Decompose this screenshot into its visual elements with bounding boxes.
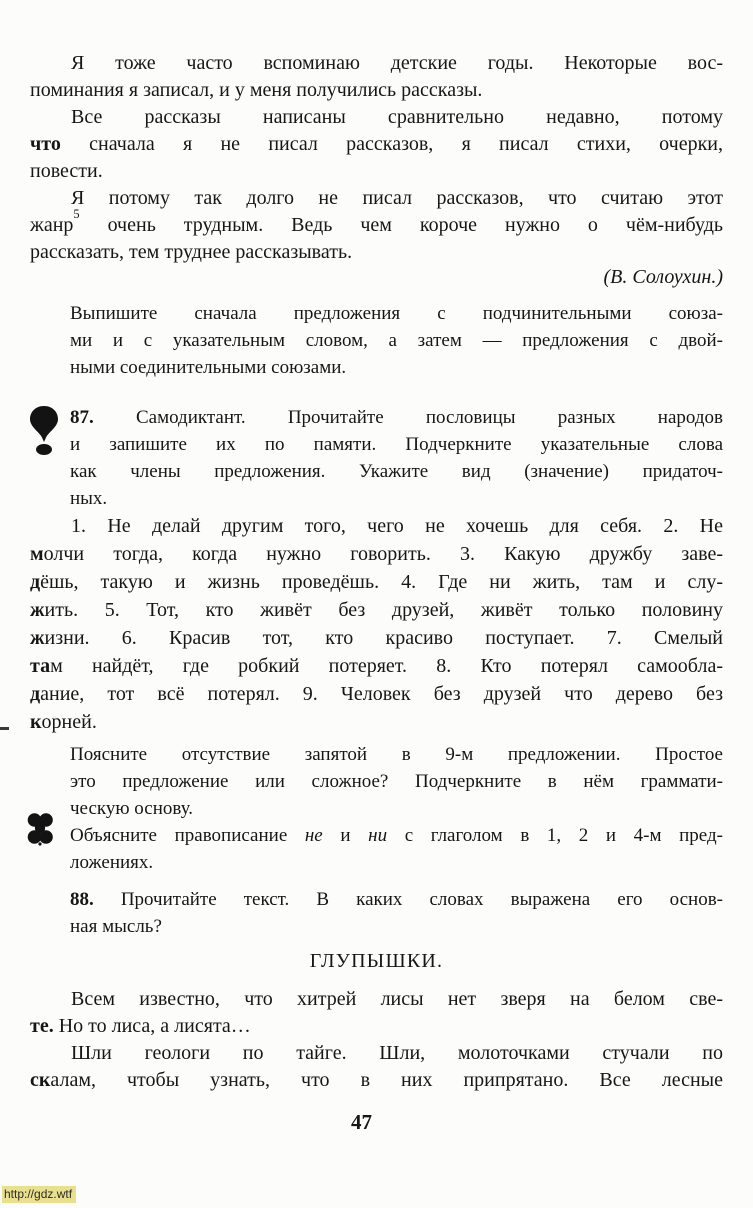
text-line: 1. Не делай другим того, чего не хочешь для себя. 2. Не — [71, 515, 723, 537]
author-text-paragraph-3 — [30, 185, 723, 266]
text-line: корней. — [30, 711, 97, 733]
proverbs-paragraph — [30, 512, 723, 736]
text-line: молчи тогда, когда нужно говорить. 3. Какую дружбу заве- — [30, 543, 723, 565]
text-line: поминания я записал, и у меня получились рассказы. — [30, 79, 483, 101]
story-paragraph-1 — [30, 986, 723, 1040]
text-line: Все рассказы написаны сравнительно недавно, потому — [71, 106, 723, 128]
text-line: дёшь, такую и жизнь проведёшь. 4. Где ни жить, там и слу- — [30, 571, 723, 593]
text-line: Выпишите сначала предложения с подчинительными союза- — [70, 303, 723, 324]
text-line: ных. — [70, 488, 108, 509]
text-line: и запишите их по памяти. Подчеркните указательные слова — [70, 434, 723, 455]
author-text-paragraph-1 — [30, 50, 723, 104]
scan-artifact-dash — [0, 727, 9, 730]
text-line: ная мысль? — [70, 916, 162, 937]
story-title: ГЛУПЫШКИ. — [309, 950, 444, 972]
text-line: как члены предложения. Укажите вид (значение) придаточ- — [70, 461, 723, 482]
text-line: что сначала я не писал рассказов, я писал стихи, очерки, — [30, 133, 723, 155]
text-line: ческую основу. — [70, 798, 194, 819]
text-line: там найдёт, где робкий потеряет. 8. Кто потерял самообла- — [30, 655, 723, 677]
berry-cluster-icon — [25, 812, 55, 851]
text-line: 87. Самодиктант. Прочитайте пословицы разных народов — [70, 407, 723, 428]
text-line: Поясните отсутствие запятой в 9-м предложении. Простое — [70, 744, 723, 765]
text-line: дание, тот всё потерял. 9. Человек без друзей что дерево без — [30, 683, 723, 705]
text-line: это предложение или сложное? Подчеркните в нём граммати- — [70, 771, 723, 792]
exercise-87 — [70, 404, 723, 512]
task-instruction-3 — [70, 822, 723, 876]
text-line: повести. — [30, 160, 103, 182]
story-paragraph-2 — [30, 1040, 723, 1094]
page-number: 47 — [351, 1110, 372, 1134]
text-line: рассказать, тем труднее рассказывать. — [30, 241, 353, 263]
text-line: 88. Прочитайте текст. В каких словах выражена его основ- — [70, 889, 723, 910]
text-line: те. Но то лиса, а лисята… — [30, 1015, 251, 1037]
text-line: Шли геологи по тайге. Шли, молоточками стучали по — [71, 1042, 723, 1064]
text-line: жизни. 6. Красив тот, кто красиво поступает. 7. Смелый — [30, 627, 723, 649]
text-line: Всем известно, что хитрей лисы нет зверя на белом све- — [71, 988, 723, 1010]
text-line: жить. 5. Тот, кто живёт без друзей, живёт только половину — [30, 599, 723, 621]
text-line: ми и с указательным словом, а затем — предложения с двой- — [70, 330, 723, 351]
exclamation-drop-icon — [28, 406, 60, 461]
attribution: (В. Солоухин.) — [603, 266, 723, 288]
author-text-paragraph-2 — [30, 104, 723, 185]
text-line: жанр$^5$ очень трудным. Ведь чем короче нужно о чём-нибудь — [30, 206, 723, 236]
text-line: Я потому так долго не писал рассказов, что считаю этот — [71, 187, 723, 209]
text-line: скалам, чтобы узнать, что в них припрятано. Все лесные — [30, 1069, 723, 1091]
exercise-88 — [70, 886, 723, 940]
watermark-url: http://gdz.wtf — [2, 1186, 76, 1203]
text-line: ложениях. — [70, 852, 154, 873]
text-line: Объясните правописание не и ни с глаголом в 1, 2 и 4-м пред- — [70, 825, 723, 846]
task-instruction-1 — [70, 300, 723, 381]
text-line: ными соединительными союзами. — [70, 357, 347, 378]
text-line: Я тоже часто вспоминаю детские годы. Некоторые вос- — [71, 52, 723, 74]
task-instruction-2 — [70, 741, 723, 822]
